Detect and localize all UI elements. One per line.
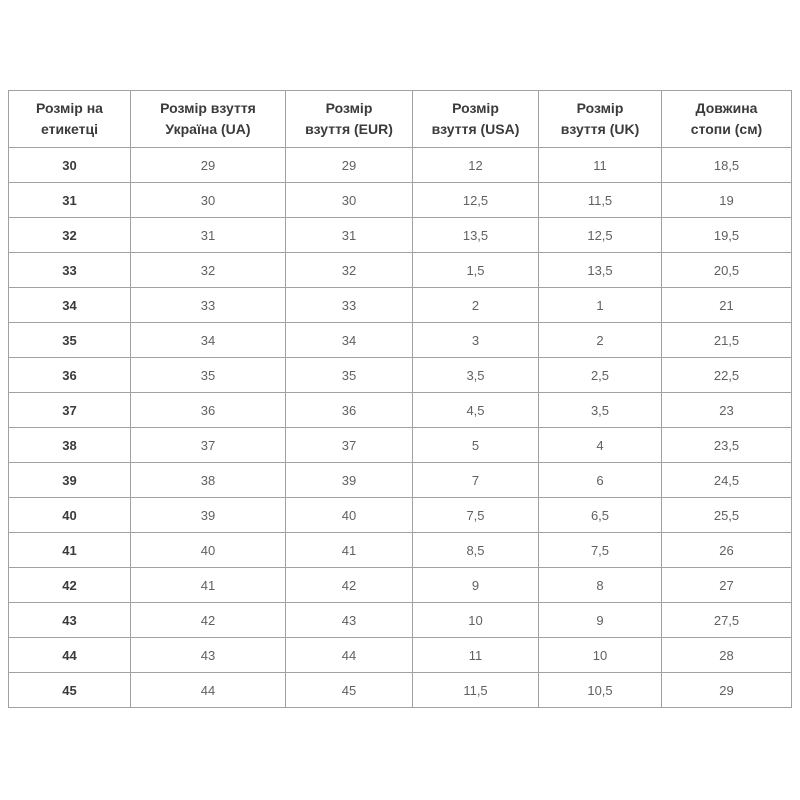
table-cell: 4 xyxy=(539,428,662,463)
table-row xyxy=(9,218,792,253)
header-line: стопи (см) xyxy=(690,121,763,137)
size-label-cell: 36 xyxy=(9,358,131,393)
size-label-cell: 42 xyxy=(9,568,131,603)
header-line: взуття (EUR) xyxy=(305,121,393,137)
size-label-cell: 40 xyxy=(9,498,131,533)
table-cell: 5 xyxy=(413,428,539,463)
table-header xyxy=(9,91,792,148)
header-cell-col1 xyxy=(9,91,131,148)
table-cell: 7,5 xyxy=(413,498,539,533)
table-cell: 44 xyxy=(131,673,286,708)
table-cell: 12 xyxy=(413,148,539,183)
table-cell: 39 xyxy=(131,498,286,533)
size-label-cell: 35 xyxy=(9,323,131,358)
table-cell: 31 xyxy=(286,218,413,253)
table-row xyxy=(9,183,792,218)
table-cell: 34 xyxy=(286,323,413,358)
table-cell: 26 xyxy=(662,533,792,568)
table-cell: 32 xyxy=(286,253,413,288)
header-line: етикетці xyxy=(40,121,99,137)
table-cell: 12,5 xyxy=(539,218,662,253)
table-cell: 33 xyxy=(286,288,413,323)
table-cell: 45 xyxy=(286,673,413,708)
table-cell: 4,5 xyxy=(413,393,539,428)
table-row xyxy=(9,288,792,323)
table-cell: 7 xyxy=(413,463,539,498)
table-row xyxy=(9,603,792,638)
size-label-cell: 38 xyxy=(9,428,131,463)
size-label-cell: 31 xyxy=(9,183,131,218)
table-cell: 6,5 xyxy=(539,498,662,533)
table-cell: 35 xyxy=(286,358,413,393)
table-cell: 19 xyxy=(662,183,792,218)
size-label-cell: 32 xyxy=(9,218,131,253)
table-cell: 2 xyxy=(413,288,539,323)
table-cell: 7,5 xyxy=(539,533,662,568)
table-cell: 10 xyxy=(539,638,662,673)
table-cell: 39 xyxy=(286,463,413,498)
table-cell: 43 xyxy=(286,603,413,638)
table-cell: 1 xyxy=(539,288,662,323)
header-line: взуття (USA) xyxy=(431,121,520,137)
table-cell: 21,5 xyxy=(662,323,792,358)
header-cell-col6 xyxy=(662,91,792,148)
table-cell: 3,5 xyxy=(413,358,539,393)
header-line: взуття (UK) xyxy=(560,121,640,137)
table-cell: 8 xyxy=(539,568,662,603)
table-cell: 29 xyxy=(662,673,792,708)
table-cell: 18,5 xyxy=(662,148,792,183)
table-cell: 9 xyxy=(413,568,539,603)
table-cell: 22,5 xyxy=(662,358,792,393)
table-cell: 13,5 xyxy=(413,218,539,253)
header-line: Розмір xyxy=(576,100,624,116)
shoe-size-conversion-table xyxy=(8,90,792,708)
table-row xyxy=(9,568,792,603)
table-cell: 19,5 xyxy=(662,218,792,253)
table-cell: 10 xyxy=(413,603,539,638)
table-cell: 32 xyxy=(131,253,286,288)
table-cell: 29 xyxy=(131,148,286,183)
header-cell-col2 xyxy=(131,91,286,148)
header-cell-col4 xyxy=(413,91,539,148)
header-line: Розмір взуття xyxy=(160,100,256,116)
table-row xyxy=(9,358,792,393)
header-cell-col3 xyxy=(286,91,413,148)
table-cell: 8,5 xyxy=(413,533,539,568)
header-line: Розмір на xyxy=(36,100,103,116)
size-label-cell: 37 xyxy=(9,393,131,428)
table-cell: 40 xyxy=(131,533,286,568)
size-label-cell: 33 xyxy=(9,253,131,288)
table-cell: 6 xyxy=(539,463,662,498)
table-cell: 25,5 xyxy=(662,498,792,533)
header-line: Розмір xyxy=(452,100,499,116)
table-row xyxy=(9,148,792,183)
table-cell: 44 xyxy=(286,638,413,673)
size-label-cell: 34 xyxy=(9,288,131,323)
table-cell: 23 xyxy=(662,393,792,428)
table-cell: 27 xyxy=(662,568,792,603)
table-cell: 13,5 xyxy=(539,253,662,288)
header-line: Україна (UA) xyxy=(165,121,251,137)
table-cell: 20,5 xyxy=(662,253,792,288)
header-line: Довжина xyxy=(695,100,758,116)
table-cell: 11,5 xyxy=(539,183,662,218)
header-row xyxy=(9,91,792,148)
table-row xyxy=(9,393,792,428)
size-label-cell: 44 xyxy=(9,638,131,673)
table-cell: 2,5 xyxy=(539,358,662,393)
table-cell: 3,5 xyxy=(539,393,662,428)
size-label-cell: 39 xyxy=(9,463,131,498)
shoe-size-table-container xyxy=(8,90,791,708)
table-row xyxy=(9,463,792,498)
table-cell: 10,5 xyxy=(539,673,662,708)
table-cell: 38 xyxy=(131,463,286,498)
table-row xyxy=(9,323,792,358)
table-cell: 42 xyxy=(286,568,413,603)
table-cell: 35 xyxy=(131,358,286,393)
table-cell: 11,5 xyxy=(413,673,539,708)
table-cell: 9 xyxy=(539,603,662,638)
table-cell: 34 xyxy=(131,323,286,358)
table-cell: 12,5 xyxy=(413,183,539,218)
table-body xyxy=(9,148,792,708)
table-cell: 30 xyxy=(286,183,413,218)
table-cell: 31 xyxy=(131,218,286,253)
table-cell: 41 xyxy=(131,568,286,603)
table-cell: 11 xyxy=(539,148,662,183)
table-cell: 33 xyxy=(131,288,286,323)
size-label-cell: 41 xyxy=(9,533,131,568)
size-label-cell: 45 xyxy=(9,673,131,708)
table-row xyxy=(9,673,792,708)
table-cell: 27,5 xyxy=(662,603,792,638)
table-cell: 42 xyxy=(131,603,286,638)
table-row xyxy=(9,498,792,533)
table-cell: 21 xyxy=(662,288,792,323)
table-cell: 37 xyxy=(286,428,413,463)
table-cell: 30 xyxy=(131,183,286,218)
table-cell: 24,5 xyxy=(662,463,792,498)
table-row xyxy=(9,253,792,288)
size-label-cell: 30 xyxy=(9,148,131,183)
table-cell: 28 xyxy=(662,638,792,673)
table-cell: 41 xyxy=(286,533,413,568)
table-row xyxy=(9,533,792,568)
table-cell: 1,5 xyxy=(413,253,539,288)
table-cell: 37 xyxy=(131,428,286,463)
table-cell: 23,5 xyxy=(662,428,792,463)
header-line: Розмір xyxy=(325,100,373,116)
table-cell: 43 xyxy=(131,638,286,673)
table-cell: 36 xyxy=(131,393,286,428)
size-label-cell: 43 xyxy=(9,603,131,638)
table-cell: 11 xyxy=(413,638,539,673)
table-cell: 40 xyxy=(286,498,413,533)
table-cell: 29 xyxy=(286,148,413,183)
table-cell: 2 xyxy=(539,323,662,358)
table-row xyxy=(9,638,792,673)
header-cell-col5 xyxy=(539,91,662,148)
table-cell: 3 xyxy=(413,323,539,358)
table-row xyxy=(9,428,792,463)
table-cell: 36 xyxy=(286,393,413,428)
